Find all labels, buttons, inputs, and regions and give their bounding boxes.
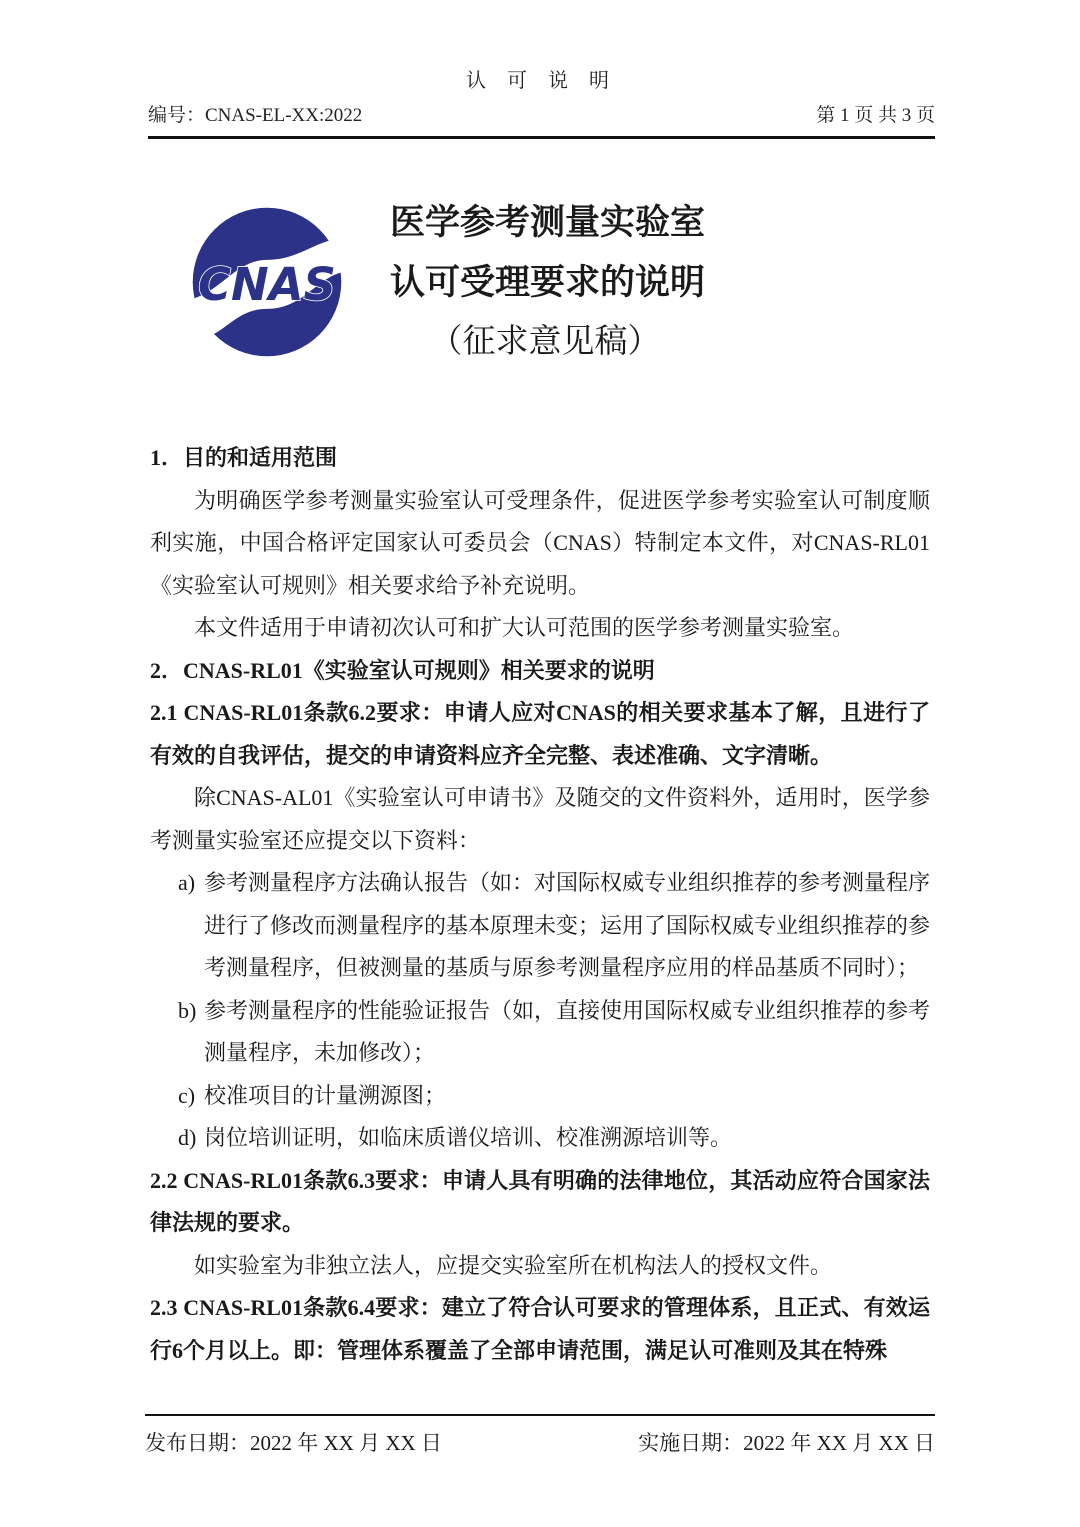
doc-type-title: 认 可 说 明	[466, 70, 617, 92]
required-documents-list	[150, 862, 930, 1160]
section-2-1-heading: 2.1 CNAS-RL01条款6.2要求：申请人应对CNAS的相关要求基本了解，且进行了有效的自我评估，提交的申请资料应齐全完整、表述准确、文字清晰。	[150, 700, 930, 768]
document-title	[390, 193, 706, 371]
list-item-d	[150, 1117, 930, 1160]
section-2-1-paragraph-1: 除CNAS-AL01《实验室认可申请书》及随交的文件资料外，适用时，医学参考测量实验室还应提交以下资料：	[150, 785, 930, 853]
page-footer	[145, 1414, 935, 1457]
document-title-line2: 认可受理要求的说明	[390, 263, 706, 302]
section-1-heading: 1．目的和适用范围	[150, 445, 338, 470]
section-2-2-paragraph-1: 如实验室为非独立法人，应提交实验室所在机构法人的授权文件。	[194, 1252, 833, 1278]
doc-number: 编号：CNAS-EL-XX:2022	[148, 105, 363, 126]
title-block	[0, 193, 1080, 371]
list-marker: a)	[178, 870, 196, 895]
section-2-2-heading: 2.2 CNAS-RL01条款6.3要求：申请人具有明确的法律地位，其活动应符合国家法律法规的要求。	[150, 1167, 930, 1235]
list-item-c	[150, 1075, 930, 1118]
section-1-paragraph-2: 本文件适用于申请初次认可和扩大认可范围的医学参考测量实验室。	[194, 615, 855, 640]
list-item-a	[150, 862, 930, 990]
document-title-line1: 医学参考测量实验室	[390, 203, 706, 242]
implementation-date: 实施日期：2022 年 XX 月 XX 日	[638, 1431, 935, 1455]
header-meta-row	[148, 100, 935, 139]
list-marker: c)	[178, 1082, 196, 1108]
list-item-text: 岗位培训证明，如临床质谱仪培训、校准溯源培训等。	[204, 1125, 733, 1150]
list-item-b	[150, 990, 930, 1075]
logo-wordmark: CNAS	[198, 258, 336, 312]
document-body	[150, 437, 930, 1372]
section-2-heading: 2．CNAS-RL01《实验室认可规则》相关要求的说明	[150, 657, 655, 683]
section-2-3-heading: 2.3 CNAS-RL01条款6.4要求：建立了符合认可要求的管理体系，且正式、有效运行6个月以上。即：管理体系覆盖了全部申请范围，满足认可准则及其在特殊	[150, 1295, 930, 1363]
cnas-logo-icon	[186, 203, 348, 361]
list-item-text: 参考测量程序方法确认报告（如：对国际权威专业组织推荐的参考测量程序进行了修改而测量程序的基本原理未变；运用了国际权威专业组织推荐的参考测量程序，但被测量的基质与原参考测量程序应用的样品基质不同时）；	[204, 870, 931, 980]
list-marker: d)	[178, 1125, 197, 1150]
section-1-paragraph-1: 为明确医学参考测量实验室认可受理条件，促进医学参考实验室认可制度顺利实施，中国合格评定国家认可委员会（CNAS）特制定本文件，对CNAS-RL01《实验室认可规则》相关要求给予补充说明。	[150, 487, 930, 598]
release-date: 发布日期：2022 年 XX 月 XX 日	[145, 1431, 442, 1455]
list-item-text: 校准项目的计量溯源图；	[204, 1082, 447, 1108]
page-number: 第 1 页 共 3 页	[816, 105, 935, 126]
page-header	[0, 0, 1080, 139]
list-marker: b)	[178, 997, 197, 1023]
document-title-line3: （征求意见稿）	[429, 324, 661, 360]
list-item-text: 参考测量程序的性能验证报告（如，直接使用国际权威专业组织推荐的参考测量程序，未加修改）；	[204, 997, 931, 1065]
